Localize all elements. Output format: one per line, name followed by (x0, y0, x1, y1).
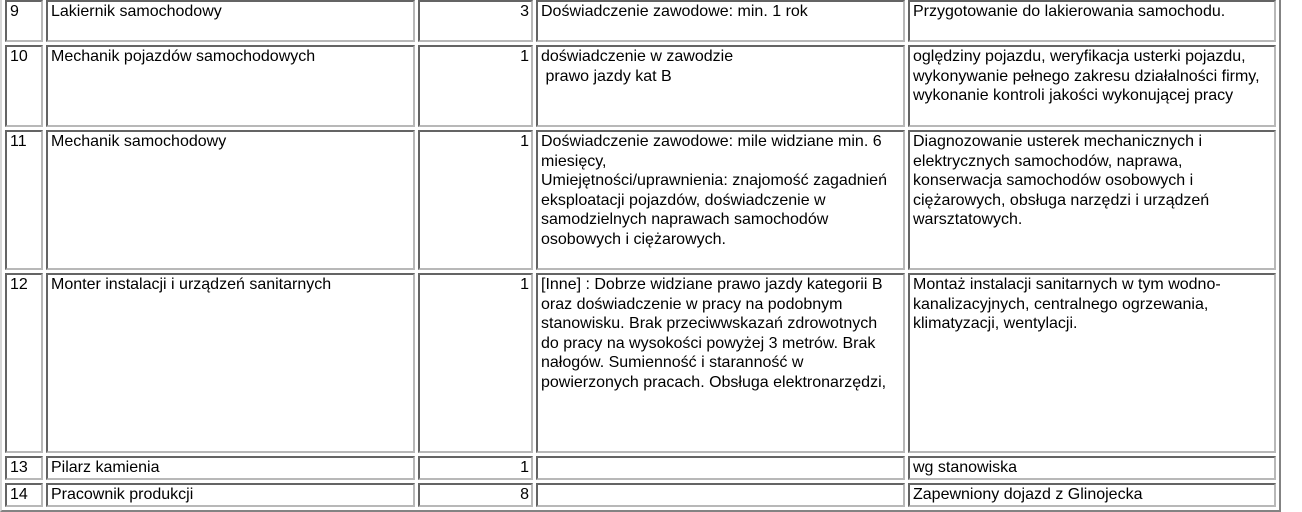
requirements-cell (536, 456, 905, 480)
table-row (5, 483, 1276, 507)
job-title-cell: Pracownik produkcji (46, 483, 415, 507)
table-row (5, 45, 1276, 127)
requirements-cell (536, 0, 905, 42)
vacancy-count-cell: 1 (418, 45, 533, 127)
duties-line: klimatyzacji, wentylacji. (913, 315, 1078, 332)
table-row (5, 456, 1276, 480)
job-title-cell: Mechanik pojazdów samochodowych (46, 45, 415, 127)
job-title-cell: Mechanik samochodowy (46, 130, 415, 270)
duties-line: oględziny pojazdu, weryfikacja usterki pojazdu, (913, 48, 1246, 65)
requirements-cell (536, 483, 905, 507)
vacancy-count-cell: 8 (418, 483, 533, 507)
vacancy-count-cell: 3 (418, 0, 533, 42)
vacancy-count-cell: 1 (418, 130, 533, 270)
table-row (5, 0, 1276, 42)
row-number-cell: 9 (5, 0, 43, 42)
requirements-cell (536, 130, 905, 270)
requirements-line: [Inne] : Dobrze widziane prawo jazdy kategorii B (541, 276, 883, 293)
duties-line: Montaż instalacji sanitarnych w tym wodno- (913, 276, 1221, 293)
job-title-cell: Monter instalacji i urządzeń sanitarnych (46, 273, 415, 453)
requirements-line: miesięcy, (541, 152, 607, 170)
table-row (5, 130, 1276, 270)
duties-line: konserwacja samochodów osobowych i (913, 172, 1194, 189)
duties-cell (908, 45, 1276, 127)
row-number-cell: 10 (5, 45, 43, 127)
duties-line: warsztatowych. (913, 211, 1023, 228)
requirements-line: do pracy na wysokości powyżej 3 metrów. Brak (541, 334, 876, 352)
duties-cell (908, 0, 1276, 42)
requirements-line: powierzonych pracach. Obsługa elektronarzędzi, (541, 373, 887, 391)
requirements-line: oraz doświadczenie w pracy na podobnym (541, 295, 843, 313)
duties-line: Zapewniony dojazd z Glinojecka (913, 486, 1143, 503)
duties-line: wg stanowiska (913, 459, 1018, 476)
duties-line: Przygotowanie do lakierowania samochodu. (913, 3, 1226, 20)
row-number-cell: 14 (5, 483, 43, 507)
vacancy-count-cell: 1 (418, 456, 533, 480)
requirements-line: nałogów. Sumienność i staranność w (541, 354, 804, 371)
requirements-line: doświadczenie w zawodzie (541, 48, 734, 65)
job-title-cell: Pilarz kamienia (46, 456, 415, 480)
duties-line: Diagnozowanie usterek mechanicznych i (913, 133, 1203, 150)
duties-cell (908, 483, 1276, 507)
job-offers-table-body (5, 0, 1276, 507)
job-title-cell: Lakiernik samochodowy (46, 0, 415, 42)
requirements-line: stanowisku. Brak przeciwwskazań zdrowotnych (541, 315, 878, 332)
requirements-line: prawo jazdy kat B (541, 67, 672, 85)
duties-line: wykonanie kontroli jakości wykonującej pracy (913, 87, 1234, 104)
requirements-line: eksploatacji pojazdów, doświadczenie w (541, 191, 826, 209)
duties-line: elektrycznych samochodów, naprawa, (913, 152, 1183, 170)
row-number-cell: 12 (5, 273, 43, 453)
requirements-line: samodzielnych naprawach samochodów (541, 211, 829, 228)
requirements-cell (536, 45, 905, 127)
duties-line: ciężarowych, obsługa narzędzi i urządzeń (913, 191, 1210, 209)
table-row (5, 273, 1276, 453)
requirements-line: osobowych i ciężarowych. (541, 230, 726, 248)
duties-line: wykonywanie pełnego zakresu działalności firmy, (913, 67, 1260, 85)
duties-cell (908, 273, 1276, 453)
duties-line: kanalizacyjnych, centralnego ogrzewania, (913, 295, 1209, 313)
requirements-line: Doświadczenie zawodowe: mile widziane min. 6 (541, 133, 882, 150)
duties-cell (908, 456, 1276, 480)
duties-cell (908, 130, 1276, 270)
requirements-line: Umiejętności/uprawnienia: znajomość zagadnień (541, 172, 887, 189)
row-number-cell: 13 (5, 456, 43, 480)
vacancy-count-cell: 1 (418, 273, 533, 453)
row-number-cell: 11 (5, 130, 43, 270)
requirements-line: Doświadczenie zawodowe: min. 1 rok (541, 3, 808, 20)
requirements-cell (536, 273, 905, 453)
